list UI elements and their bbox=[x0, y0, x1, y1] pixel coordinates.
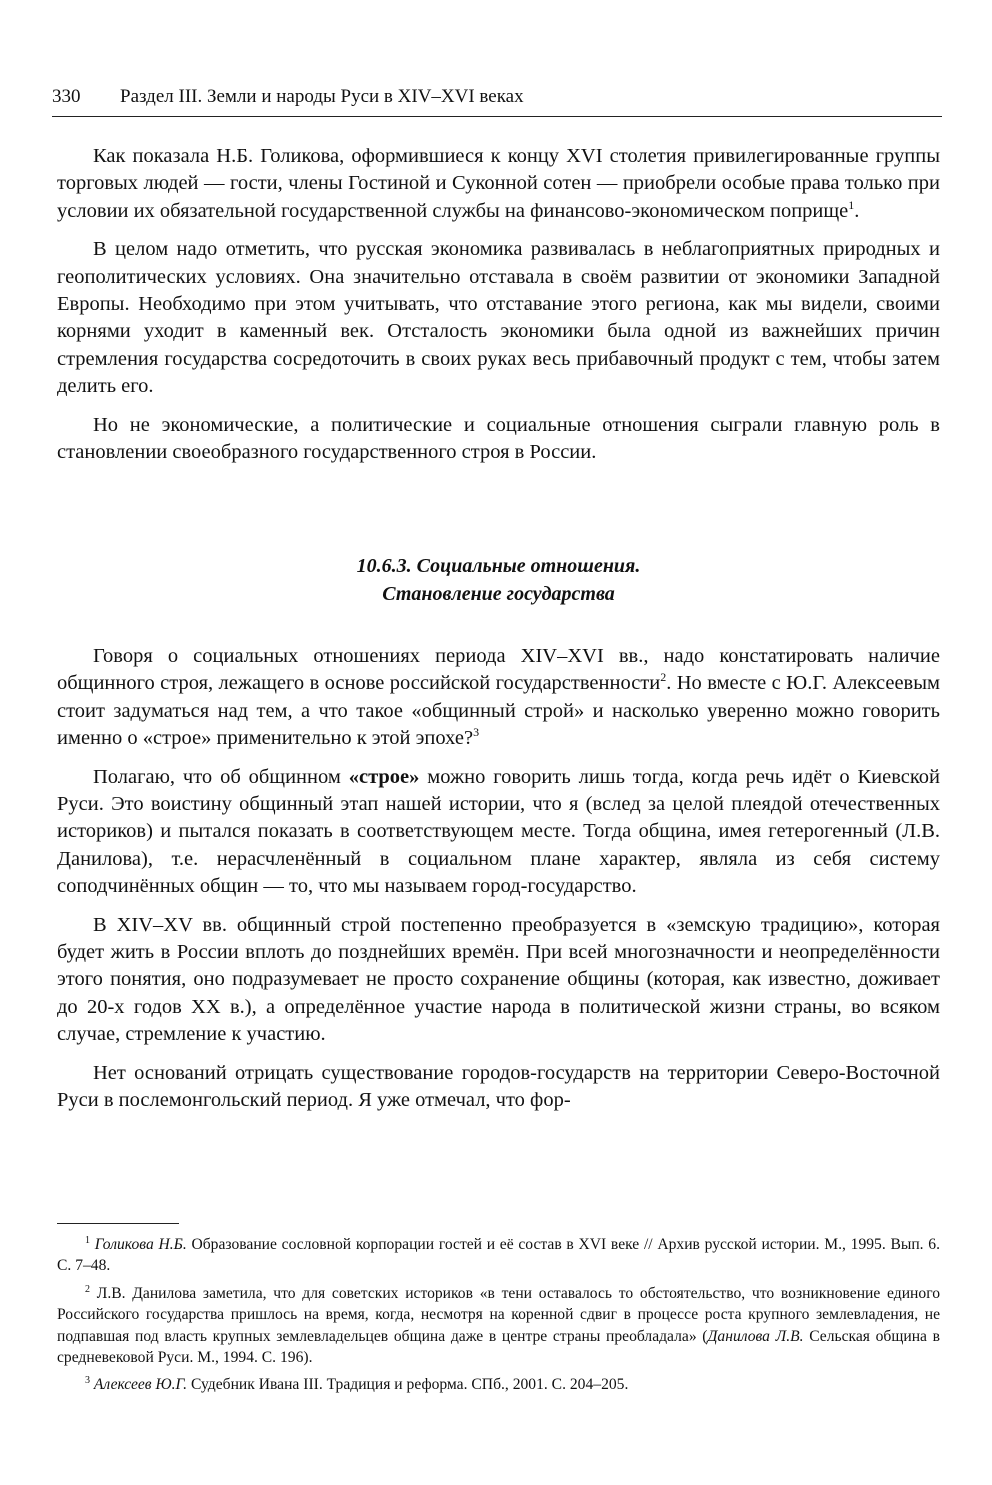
footnote-1-author: Голикова Н.Б. bbox=[94, 1236, 187, 1253]
paragraph-1-end: . bbox=[854, 199, 860, 222]
footnote-2-number: 2 bbox=[85, 1283, 90, 1295]
paragraph-1-text: Как показала Н.Б. Голикова, оформившиеся к концу XVI столетия привилегированные группы торговых людей — гости, члены Гостиной и Суконной сотен — приобрели особые права только при условии их обязательной государственной службы на финансово-экономическом поприще bbox=[57, 145, 940, 222]
footnotes bbox=[57, 1234, 940, 1402]
footnote-ref-2: 2 bbox=[660, 670, 667, 685]
footnote-1 bbox=[57, 1234, 940, 1277]
paragraph-6: В XIV–XV вв. общинный строй постепенно преобразуется в «земскую традицию», которая будет жить в России вплоть до позднейших времён. При всей многозначности и неопределённости этого понятия, оно подразумевает не просто сохранение общины (которая, как известно, доживает до 20-х годов XX в.), а определённое участие народа в политической жизни страны, во всяком случае, стремление к участию. bbox=[57, 913, 940, 1046]
footnote-3-text: Судебник Ивана III. Традиция и реформа. СПб., 2001. С. 204–205. bbox=[187, 1376, 629, 1394]
paragraph-5-text-a: Полагаю, что об общинном bbox=[93, 765, 349, 788]
running-title: Раздел III. Земли и народы Руси в XIV–XVI веках bbox=[120, 86, 524, 107]
header-rule bbox=[52, 116, 942, 117]
footnote-2-text: Л.В. Данилова заметила, что для советских историков «в тени оставалось то обстоятельство, что возникновение единого Российского государства пришлось на время, когда, несмотря на коренной сдвиг в процессе роста крупного землевладения, не подпавшая под власть крупных землевладельцев община даже в центре страны преобладала» ( bbox=[57, 1284, 940, 1345]
section-heading bbox=[57, 552, 940, 608]
paragraph-7: Нет оснований отрицать существование городов-государств на территории Северо-Восточной Руси в послемонгольский период. Я уже отмечал, что фор- bbox=[57, 1061, 940, 1112]
footnote-2-text-2: Сельская община в средневековой Руси. М., 1994. С. 196). bbox=[57, 1327, 940, 1367]
footnote-2 bbox=[57, 1283, 940, 1369]
footnote-3 bbox=[57, 1374, 940, 1395]
paragraph-1 bbox=[57, 143, 940, 225]
footnote-2-author: Данилова Л.В. bbox=[707, 1327, 804, 1345]
footnote-ref-3: 3 bbox=[473, 725, 480, 740]
paragraph-2: В целом надо отметить, что русская экономика развивалась в неблагоприятных природных и геополитических условиях. Она значительно отставала в своём развитии от экономики Западной Европы. Необходимо при этом учитывать, что отставание этого региона, как мы видели, своими корнями уходит в каменный век. Отсталость экономики была одной из важнейших причин стремления государства сосредоточить в своих руках весь прибавочный продукт с тем, чтобы затем делить его. bbox=[57, 238, 940, 398]
footnote-1-text: Образование сословной корпорации гостей и её состав в XVI веке // Архив русской истории. М., 1995. Вып. 6. С. 7–48. bbox=[57, 1236, 940, 1275]
paragraph-4-text-b: . Но вместе с Ю.Г. Алексеевым стоит задуматься над тем, а что такое «общинный строй» и насколько уверенно можно говорить именно о «строе» применительно к этой эпохе? bbox=[57, 672, 940, 750]
page-number: 330 bbox=[52, 86, 81, 107]
footnote-ref-1: 1 bbox=[848, 197, 855, 212]
footnote-3-author: Алексеев Ю.Г. bbox=[93, 1376, 188, 1394]
text-block-1 bbox=[57, 143, 940, 477]
running-header bbox=[52, 84, 942, 110]
footnote-1-number: 1 bbox=[85, 1234, 90, 1246]
paragraph-5-text-b: можно говорить лишь тогда, когда речь идёт о Киевской Руси. Это воистину общинный этап нашей истории, что я (вслед за целой плеядой отечественных историков) и пытался показать в соответствующем месте. Тогда община, имея гетерогенный (Л.В. Данилова), т.е. нерасчленённый в социальном плане характер, являла из себя систему соподчинённых общин — то, что мы называем город-государство. bbox=[57, 765, 940, 898]
section-heading-line-2: Становление государства bbox=[382, 583, 615, 605]
paragraph-5-bold: «строе» bbox=[348, 765, 420, 788]
paragraph-3: Но не экономические, а политические и социальные отношения сыграли главную роль в становлении своеобразного государственного строя в России. bbox=[57, 413, 940, 464]
paragraph-4-text-a: Говоря о социальных отношениях периода XIV–XVI вв., надо констатировать наличие общинного строя, лежащего в основе российской государственности bbox=[57, 645, 940, 695]
paragraph-4 bbox=[57, 643, 940, 753]
footnote-rule bbox=[57, 1223, 179, 1224]
footnote-3-number: 3 bbox=[85, 1375, 90, 1387]
paragraph-5 bbox=[57, 764, 940, 901]
section-heading-line-1: 10.6.3. Социальные отношения. bbox=[356, 555, 641, 577]
text-block-2 bbox=[57, 643, 940, 1126]
